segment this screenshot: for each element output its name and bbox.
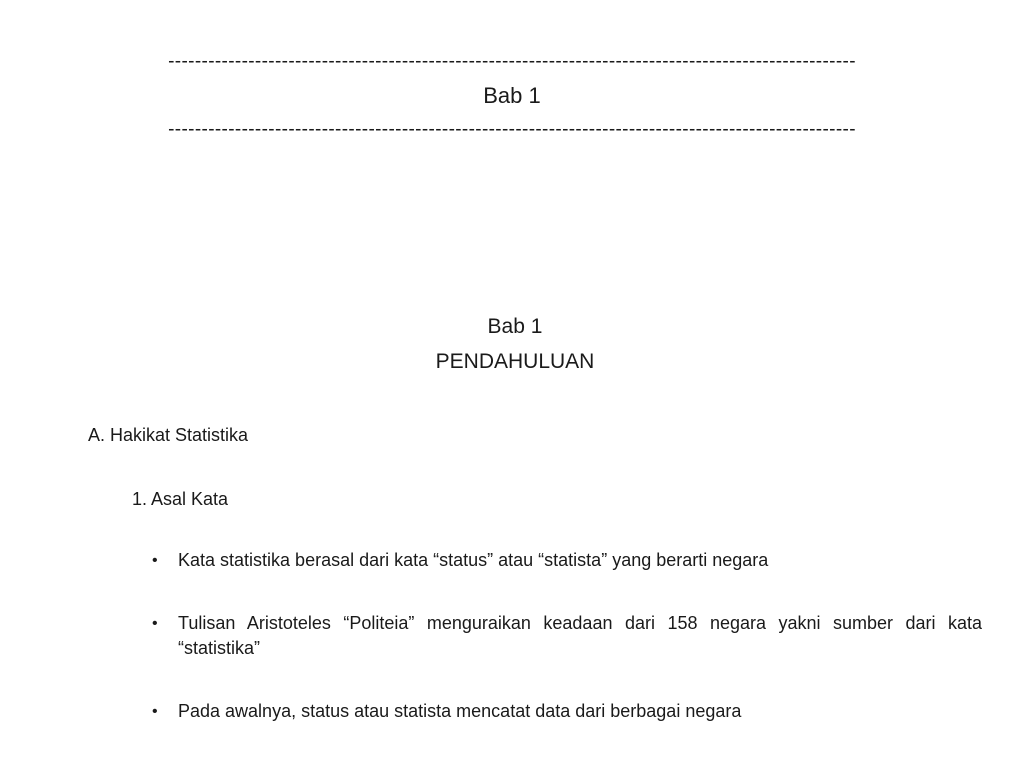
bullet-item xyxy=(152,699,982,724)
bullet-item xyxy=(152,548,982,573)
bullet-item xyxy=(152,611,982,661)
header-dash-line-bottom: ------------------------------------------------------------------------------------------------------- xyxy=(168,119,856,140)
section-heading: A. Hakikat Statistika xyxy=(88,425,249,445)
chapter-number: Bab 1 xyxy=(487,315,543,338)
bullet-text: Pada awalnya, status atau statista mencatat data dari berbagai negara xyxy=(178,701,742,721)
bullet-text: Tulisan Aristoteles “Politeia” menguraikan keadaan dari 158 negara yakni sumber dari kata “statistika” xyxy=(178,613,982,658)
bullet-list xyxy=(152,548,982,724)
subsection-heading: 1. Asal Kata xyxy=(132,489,229,509)
bullet-dot-icon: • xyxy=(152,615,158,632)
bullet-dot-icon: • xyxy=(152,552,158,569)
header-title: Bab 1 xyxy=(483,83,541,108)
bullet-dot-icon: • xyxy=(152,703,158,720)
bullet-text: Kata statistika berasal dari kata “status” atau “statista” yang berarti negara xyxy=(178,550,769,570)
header-dash-line-top: ------------------------------------------------------------------------------------------------------- xyxy=(168,51,856,72)
chapter-title: PENDAHULUAN xyxy=(435,350,595,373)
